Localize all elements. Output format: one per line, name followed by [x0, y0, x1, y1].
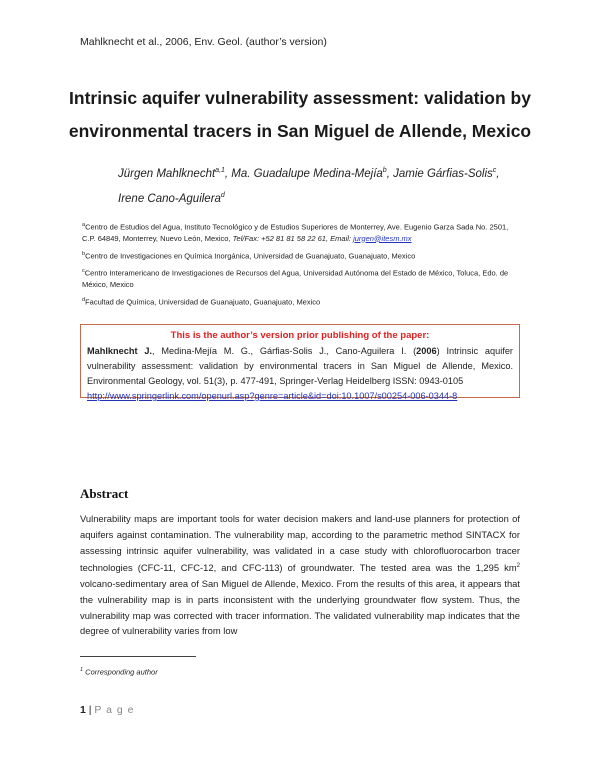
- footnote-divider: [80, 656, 196, 657]
- paper-title: [60, 82, 540, 148]
- notice-heading: This is the author’s version prior publishing of the paper:: [170, 330, 430, 341]
- springer-link[interactable]: http://www.springerlink.com/openurl.asp?genre=article&id=doi:10.1007/s00254-006-0344-8: [87, 391, 458, 401]
- affiliation-c: $^c$Centro Interamericano de Investigaciones de Recursos del Agua, Universidad Autónoma del Estado de México, Toluca, Edo. de México, Mexico: [82, 268, 509, 289]
- author-list: Jürgen Mahlknecht$^{a,1}$, Ma. Guadalupe Medina-Mejía$^b$, Jamie Gárfias-Solis$^c$, Irene Cano-Aguilera$^d$: [118, 167, 500, 205]
- affiliation-d: $^d$Facultad de Química, Universidad de Guanajuato, Guanajuato, Mexico: [82, 296, 321, 306]
- author-version-notice: [80, 324, 520, 401]
- author-sup: b: [382, 167, 387, 174]
- author-name: Irene Cano-Aguilera: [118, 192, 221, 205]
- running-head: Mahlknecht et al., 2006, Env. Geol. (author’s version): [80, 36, 327, 48]
- abstract-text: Vulnerability maps are important tools for water decision makers and land-use planners for protection of aquifers against contamination. The vulnerability map, according to the parametric method SINTACX for assessing intrinsic aquifer vulnerability, was validated in a case study with chlorofluorocarbon tracer technologies (CFC-11, CFC-12, and CFC-113) of groundwater. The tested area was the 1,295 $km^2$ volcano-sedimentary area of San Miguel de Allende, Mexico. From the results of this area, it appears that the vulnerability map is in parts inconsistent with the underlying groundwater flow system. Thus, the vulnerability map was corrected with tracer information. The validated vulnerability map indicates that the degree of vulnerability varies from low: [80, 513, 520, 637]
- author-name: Jürgen Mahlknecht: [118, 167, 216, 180]
- affiliation-b: $^b$Centro de Investigaciones en Química Inorgánica, Universidad de Guanajuato, Guanajuato, Mexico: [82, 250, 416, 260]
- author-name: Jamie Gárfias-Solis: [393, 167, 493, 180]
- title-line-1: Intrinsic aquifer vulnerability assessment: validation by: [69, 88, 531, 108]
- author-sup: a,1: [215, 167, 225, 174]
- page-number: 1 | P a g e: [80, 704, 135, 716]
- author-name: Ma. Guadalupe Medina-Mejía: [231, 167, 383, 180]
- title-line-2: environmental tracers in San Miguel de Allende, Mexico: [68, 121, 532, 141]
- footnote: $^1$ Corresponding author: [80, 667, 158, 677]
- affiliation-a: $^a$Centro de Estudios del Agua, Instituto Tecnológico y de Estudios Superiores de Monterrey, Ave. Eugenio Garza Sada No. 2501, C.P. 64849, Monterrey, Nuevo León, Mexico, Tel/Fax: +52 81 81 58 22 61, Email: jurgen@itesm.mx: [82, 222, 509, 243]
- abstract-heading: Abstract: [80, 486, 129, 501]
- affiliations: [82, 220, 522, 312]
- email-link[interactable]: jurgen@itesm.mx: [353, 233, 412, 243]
- author-sup: d: [220, 191, 225, 199]
- author-sup: c: [492, 167, 497, 174]
- citation: Mahlknecht J., Medina-Mejía M. G., Gárfias-Solis J., Cano-Aguilera I. (2006) Intrinsic aquifer vulnerability assessment: validation by environmental tracers in San Miguel de Allende, Mexico. Environmental Geology, vol. 51(3), p. 477-491, Springer-Verlag Heidelberg ISSN: 0943-0105: [87, 346, 513, 386]
